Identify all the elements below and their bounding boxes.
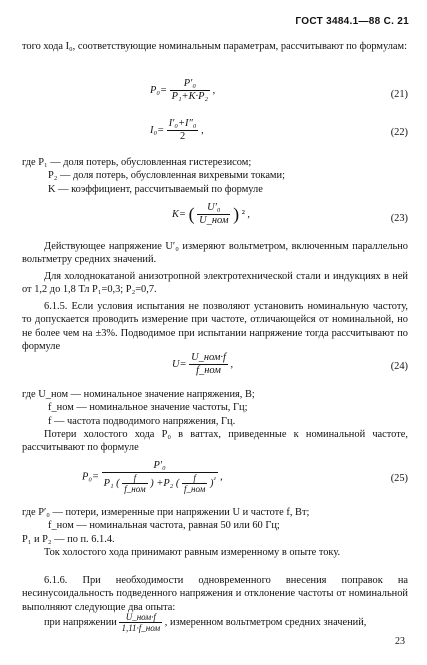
eq24-denominator: f_ном	[196, 364, 221, 376]
eq25-den-fnom1: f_ном	[124, 484, 146, 495]
eq25-den-f1: f	[122, 473, 147, 484]
paragraph-6-1-6	[22, 574, 408, 614]
definition-p1-p2: P₁ и P₂ — по п. 6.1.4.	[22, 533, 115, 545]
para8-fraction	[119, 612, 162, 634]
eq24-tail: ,	[230, 358, 234, 370]
para8-tail: , измеренном вольтметром средних значений,	[164, 617, 367, 629]
paragraph-steel	[22, 270, 408, 297]
definition-p0prime: где P′₀ — потери, измеренные при напряжении U и частоте f, Вт;	[22, 507, 310, 518]
eq25-den-fnom2: f_ном	[183, 484, 206, 495]
eq25-den-p2: +P₂	[156, 478, 174, 490]
paragraph-intro-text: того хода I₀, соответствующие номинальным параметрам, рассчитывают по формулам:	[22, 41, 408, 52]
eq25-numerator: P′₀	[102, 460, 218, 473]
eq21-numerator: P′₀	[170, 78, 210, 91]
equation-21	[22, 78, 408, 110]
para8-numerator: U_ном·f	[119, 612, 162, 623]
definitions-2	[22, 388, 408, 428]
eq23-tail: ² ,	[241, 208, 250, 220]
eq23-numerator: U′₀	[197, 202, 230, 215]
para8-lead: при напряжении	[44, 617, 117, 629]
eq24-fraction	[189, 352, 228, 377]
paragraph-voltage	[22, 240, 408, 267]
eq22-denominator: 2	[179, 130, 186, 142]
eq22-numerator: I′₀+I″₀	[168, 118, 197, 129]
eq21-lhs: P₀=	[150, 84, 167, 96]
paragraph-6-1-5-text: 6.1.5. Если условия испытания не позволяют установить номинальную частоту, то допускается проводить измерение при частоте, отличающейся от номинальной, но не более чем на ±3%. Подводимое при испытании напряжение тогда рассчитывают по формуле	[22, 301, 408, 352]
eq25-den-square: ²	[213, 476, 216, 485]
definition-unom: где U_ном — номинальное значение напряжения, В;	[22, 389, 255, 400]
paragraph-voltage-text: Действующее напряжение U′₀ измеряют вольтметром, включенным параллельно вольтметру средних значений.	[22, 241, 408, 266]
equation-22	[22, 118, 408, 150]
eq25-number: (25)	[390, 473, 408, 484]
eq23-lhs: K=	[172, 208, 186, 220]
eq25-fraction	[102, 460, 218, 495]
eq24-number: (24)	[390, 361, 408, 372]
definitions-3	[22, 506, 408, 546]
eq24-numerator: U_ном·f	[191, 352, 226, 363]
equation-23: K= ( $\frac{\text{U′₀}}{\text{U\_ном}}$ ) ² , (23)	[172, 202, 408, 226]
paragraph-current	[22, 546, 408, 559]
paragraph-6-1-6-text: 6.1.6. При необходимости одновременного внесения поправок на несинусоидальность подведенного напряжения и отклонение частоты от номинальной выполняют следующие два опыта:	[22, 575, 408, 613]
paragraph-losses	[22, 428, 408, 455]
paragraph-voltage-condition	[22, 612, 408, 634]
paragraph-current-text: Ток холостого хода принимают равным измеренному в опыте току.	[44, 547, 341, 558]
eq25-den-p1: P₁	[103, 478, 114, 490]
eq25-denominator: P₁ ( $\frac{f}{\text{f\_ном}}$ ) +P₂ ( $\frac{f}{\text{f\_ном}}$ )$^{^2}$	[103, 472, 216, 495]
paragraph-steel-text: Для холоднокатаной анизотропной электротехнической стали и индукциях в ней от 1,2 до 1,8 Тл P₁=0,3; P₂=0,7.	[22, 271, 408, 296]
definition-fnom: f_ном — номинальное значение частоты, Гц;	[48, 402, 248, 414]
definition-k: K — коэффициент, рассчитываемый по формуле	[48, 183, 263, 195]
eq23-number: (23)	[390, 213, 408, 224]
definition-p2: P₂ — доля потерь, обусловленная вихревыми токами;	[48, 170, 285, 182]
definition-p1: где P₁ — доля потерь, обусловленная гистерезисом;	[22, 157, 252, 168]
eq21-denominator: P₁+K·P₂	[171, 90, 209, 102]
paragraph-6-1-5	[22, 300, 408, 353]
eq22-number: (22)	[390, 127, 408, 138]
eq22-fraction	[167, 118, 199, 143]
eq24-lhs: U=	[172, 358, 187, 370]
eq25-lhs: P₀=	[82, 471, 99, 483]
eq25-tail: ,	[220, 471, 223, 483]
eq22-lhs: I₀=	[150, 124, 165, 136]
definition-f: f — частота подводимого напряжения, Гц.	[48, 415, 236, 427]
page-header: ГОСТ 3484.1—88 С. 21	[295, 16, 409, 27]
definitions-1	[22, 156, 408, 196]
paragraph-intro	[22, 40, 408, 53]
page-number: 23	[395, 636, 405, 648]
definition-fnom-2: f_ном — номинальная частота, равная 50 или 60 Гц;	[48, 520, 280, 532]
eq21-tail: ,	[212, 84, 216, 96]
paragraph-losses-text: Потери холостого хода P₀ в ваттах, приведенные к номинальной частоте, рассчитывают по формуле	[22, 429, 408, 454]
eq21-fraction	[170, 78, 210, 103]
eq23-denominator: U_ном	[199, 214, 229, 226]
eq22-tail: ,	[201, 124, 204, 136]
eq25-den-f2: f	[182, 473, 207, 484]
equation-24	[22, 352, 408, 382]
equation-25	[22, 460, 408, 498]
eq21-number: (21)	[390, 89, 408, 100]
para8-denominator: 1,11·f_ном	[121, 623, 161, 634]
eq23-fraction	[197, 202, 230, 227]
